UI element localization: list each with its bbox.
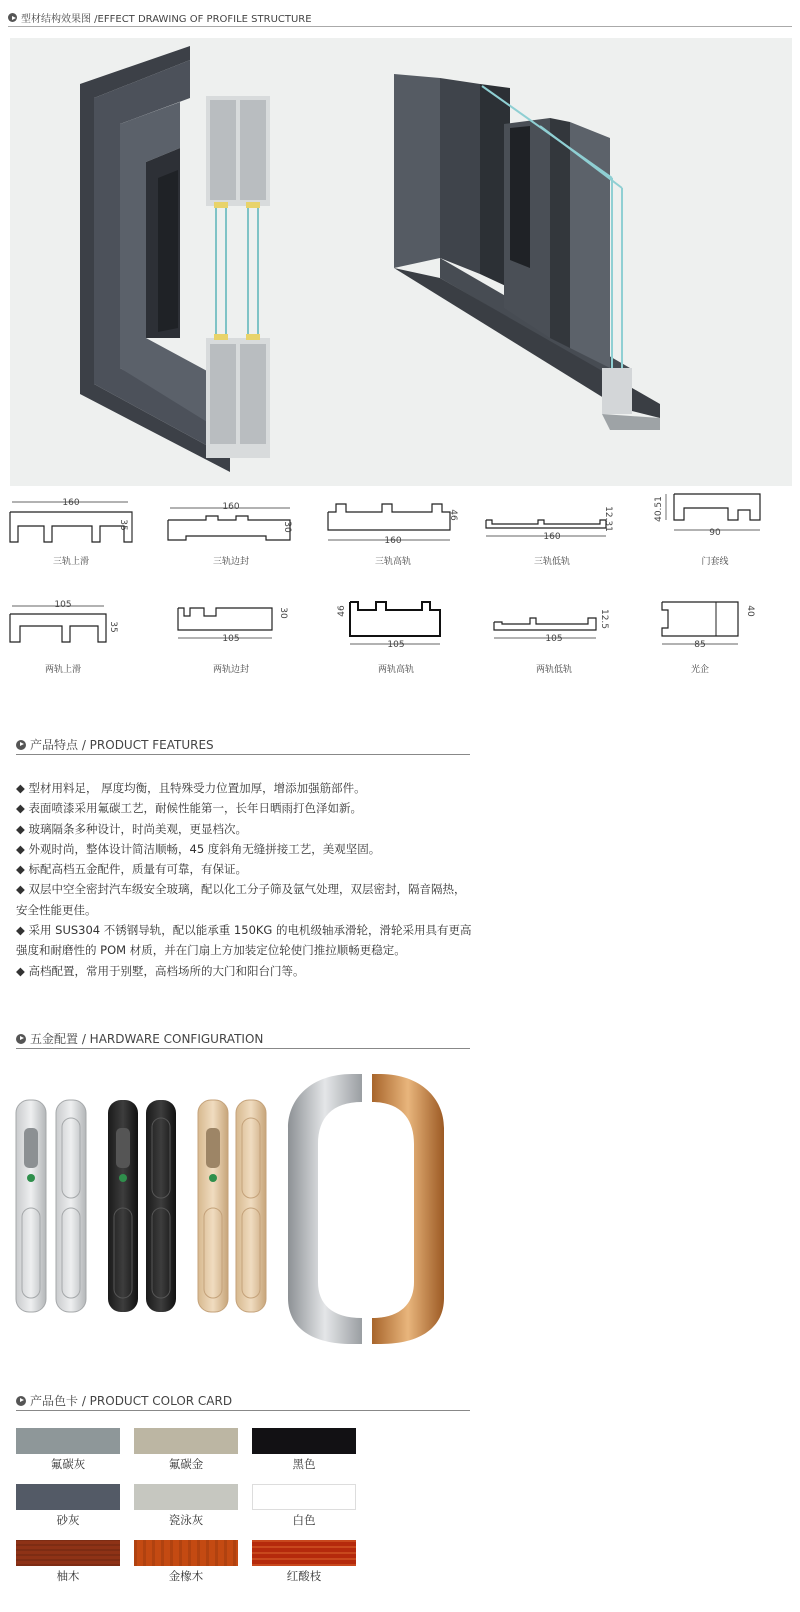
- color-swatch: [252, 1484, 356, 1510]
- color-swatch: [16, 1540, 120, 1566]
- profile-label: 三轨边封: [212, 557, 249, 567]
- color-swatch: [252, 1428, 356, 1454]
- color-swatch-label: 白色: [292, 1513, 316, 1527]
- profile-three-track-side-seal: [166, 496, 296, 566]
- feature-item: ◆ 型材用料足， 厚度均衡，且特殊受力位置加厚，增添加强筋部件。: [16, 781, 366, 795]
- dim-height: 35: [108, 621, 118, 633]
- color-swatch-label: 氟碳灰: [50, 1457, 86, 1471]
- dim-width: 160: [384, 536, 402, 546]
- divider: [16, 1410, 470, 1411]
- dim-height: 35: [118, 519, 128, 531]
- profile-label: 三轨低轨: [533, 557, 570, 567]
- hardware-photos: [12, 1068, 472, 1368]
- color-swatch: [134, 1484, 238, 1510]
- dim-width: 105: [545, 634, 563, 644]
- profile-two-track-side-seal: [176, 600, 286, 674]
- dim-height: 40: [745, 605, 755, 617]
- dim-height: 30: [278, 607, 288, 619]
- color-swatch: [16, 1484, 120, 1510]
- profile-drawing: [656, 596, 776, 646]
- dim-width: 160: [543, 532, 561, 542]
- profile-label: 两轨上滑: [44, 665, 81, 675]
- color-swatch-label: 砂灰: [56, 1513, 80, 1527]
- profile-drawing: [336, 596, 456, 646]
- profile-two-track-low-rail: [492, 600, 616, 674]
- profile-door-frame-line: [650, 490, 780, 566]
- dim-width: 105: [387, 640, 405, 650]
- dim-height: 46: [448, 509, 458, 521]
- color-swatch-label: 瓷泳灰: [168, 1513, 204, 1527]
- color-swatch-label: 柚木: [56, 1569, 80, 1583]
- profile-label: 两轨边封: [212, 665, 249, 675]
- dim-height: 12.5: [599, 608, 609, 630]
- color-swatch: [134, 1428, 238, 1454]
- profile-interlock: [656, 596, 776, 674]
- play-bullet-icon: [16, 740, 26, 750]
- profile-label: 三轨上滑: [52, 557, 89, 567]
- play-bullet-icon: [16, 1034, 26, 1044]
- hardware-illustration: [12, 1068, 472, 1368]
- profile-two-track-high-rail: [336, 596, 456, 674]
- section-title: 型材结构效果图 /EFFECT DRAWING OF PROFILE STRUCTURE: [21, 14, 312, 25]
- section-title: 产品特点 / PRODUCT FEATURES: [30, 738, 214, 752]
- profile-two-track-top-slide: [8, 600, 118, 674]
- section-header-effect-drawing: [8, 10, 312, 25]
- color-swatch: [134, 1540, 238, 1566]
- section-header-color-card: [16, 1392, 232, 1409]
- divider: [16, 1048, 470, 1049]
- feature-item: ◆ 表面喷漆采用氟碳工艺，耐候性能第一，长年日晒雨打色泽如新。: [16, 801, 362, 816]
- feature-item: ◆ 采用 SUS304 不锈钢导轨，配以能承重 150KG 的电机级轴承滑轮，滑轮采用具有更高强度和耐磨性的 POM 材质，并在门扇上方加装定位轮使门推拉顺畅更稳定。: [16, 923, 472, 958]
- dim-width: 160: [222, 502, 240, 512]
- dim-height: 40.51: [654, 496, 664, 522]
- section-title: 五金配置 / HARDWARE CONFIGURATION: [30, 1032, 264, 1046]
- color-swatch-label: 金橡木: [168, 1569, 204, 1583]
- color-swatch-label: 氟碳金: [168, 1457, 204, 1471]
- profile-label: 门套线: [701, 557, 729, 567]
- profile-label: 光企: [690, 665, 709, 675]
- feature-item: ◆ 标配高档五金配件，质量有可靠，有保证。: [16, 862, 247, 877]
- features-list: [16, 778, 476, 981]
- profile-three-track-top-slide: [8, 496, 134, 566]
- feature-item: ◆ 玻璃隔条多种设计，时尚美观，更显档次。: [16, 821, 247, 836]
- dim-width: 85: [694, 640, 706, 650]
- feature-item: ◆ 双层中空全密封汽车级安全玻璃，配以化工分子筛及氩气处理，双层密封，隔音隔热，安全性能更佳。: [16, 882, 466, 917]
- color-swatch: [252, 1540, 356, 1566]
- profile-structure-render: [10, 38, 792, 486]
- dim-height: 46: [337, 605, 347, 617]
- dim-height: 30: [282, 521, 292, 533]
- dim-width: 105: [222, 634, 240, 644]
- profile-label: 两轨低轨: [535, 665, 572, 675]
- section-header-features: [16, 736, 214, 753]
- section-title: 产品色卡 / PRODUCT COLOR CARD: [30, 1394, 233, 1408]
- section-header-hardware: [16, 1030, 263, 1047]
- dim-height: 12.31: [603, 506, 613, 532]
- divider: [16, 754, 470, 755]
- profile-label: 两轨高轨: [377, 665, 414, 675]
- dim-width: 160: [62, 498, 80, 508]
- color-swatch-label: 红酸枝: [286, 1569, 322, 1583]
- profile-three-track-low-rail: [484, 496, 620, 566]
- dim-width: 105: [54, 600, 72, 610]
- dim-width: 90: [709, 528, 721, 538]
- divider: [8, 26, 792, 27]
- window-profile-illustration: [10, 38, 792, 486]
- play-bullet-icon: [8, 13, 17, 22]
- feature-item: ◆ 高档配置，常用于别墅，高档场所的大门和阳台门等。: [16, 963, 305, 978]
- profile-label: 三轨高轨: [374, 557, 411, 567]
- color-swatch: [16, 1428, 120, 1454]
- color-swatch-label: 黑色: [292, 1457, 316, 1471]
- play-bullet-icon: [16, 1396, 26, 1406]
- feature-item: ◆ 外观时尚，整体设计简洁顺畅，45 度斜角无缝拼接工艺，美观坚固。: [16, 841, 381, 856]
